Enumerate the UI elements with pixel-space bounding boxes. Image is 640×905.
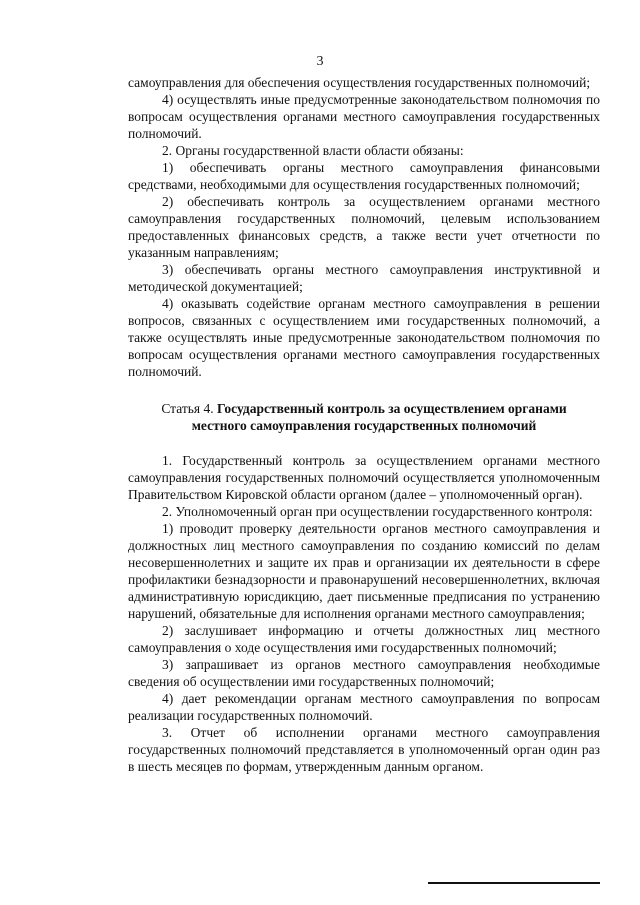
paragraph: 4) оказывать содействие органам местного самоуправления в решении вопросов, связанных с осуществлением ими государственных полномочий, а также осуществлять иные предусмотренные законодательством полномочия по вопросам осуществления органами местного самоуправления государственных полномочий. (128, 296, 600, 379)
article-heading (128, 400, 600, 434)
paragraph: 1) обеспечивать органы местного самоуправления финансовыми средствами, необходимыми для осуществления государственных полномочий; (128, 160, 600, 192)
paragraph: 3) запрашивает из органов местного самоуправления необходимые сведения об осуществлении ими государственных полномочий; (128, 657, 600, 689)
paragraph: 1) проводит проверку деятельности органов местного самоуправления и должностных лиц местного самоуправления по созданию комиссий по делам несовершеннолетних и защите их прав и организации их деятельности в сфере профилактики безнадзорности и правонарушений несовершеннолетних, включая административную юрисдикцию, дает письменные предписания по устранению нарушений, обязательные для исполнения органами местного самоуправления; (128, 521, 600, 621)
paragraph: самоуправления для обеспечения осуществления государственных полномочий; (128, 75, 591, 90)
paragraph: 3) обеспечивать органы местного самоуправления инструктивной и методической документацией; (128, 262, 600, 294)
paragraph: 2. Уполномоченный орган при осуществлении государственного контроля: (162, 504, 593, 519)
paragraph: 2) заслушивает информацию и отчеты должностных лиц местного самоуправления о ходе осуществления ими государственных полномочий; (128, 623, 600, 655)
paragraph: 2. Органы государственной власти области обязаны: (162, 143, 464, 158)
article-number: Статья 4. (161, 401, 214, 416)
page-number: 3 (316, 54, 324, 69)
paragraph: 2) обеспечивать контроль за осуществлением органами местного самоуправления государственных полномочий, целевым использованием предоставленных финансовых средств, а также вести учет отчетности по указанным направлениям; (128, 194, 600, 260)
article-title: Государственный контроль за осуществлением органами местного самоуправления государственных полномочий (191, 401, 567, 433)
document-body (128, 74, 600, 775)
paragraph: 4) дает рекомендации органам местного самоуправления по вопросам реализации государственных полномочий. (128, 691, 600, 723)
paragraph: 4) осуществлять иные предусмотренные законодательством полномочия по вопросам осуществления органами местного самоуправления государственных полномочий. (128, 92, 600, 141)
paragraph: 1. Государственный контроль за осуществлением органами местного самоуправления государственных полномочий осуществляется уполномоченным Правительством Кировской области органом (далее – уполномоченный орган). (128, 453, 600, 502)
footer-rule (428, 882, 600, 884)
paragraph: 3. Отчет об исполнении органами местного самоуправления государственных полномочий представляется в уполномоченный орган один раз в шесть месяцев по формам, утвержденным данным органом. (128, 725, 600, 774)
